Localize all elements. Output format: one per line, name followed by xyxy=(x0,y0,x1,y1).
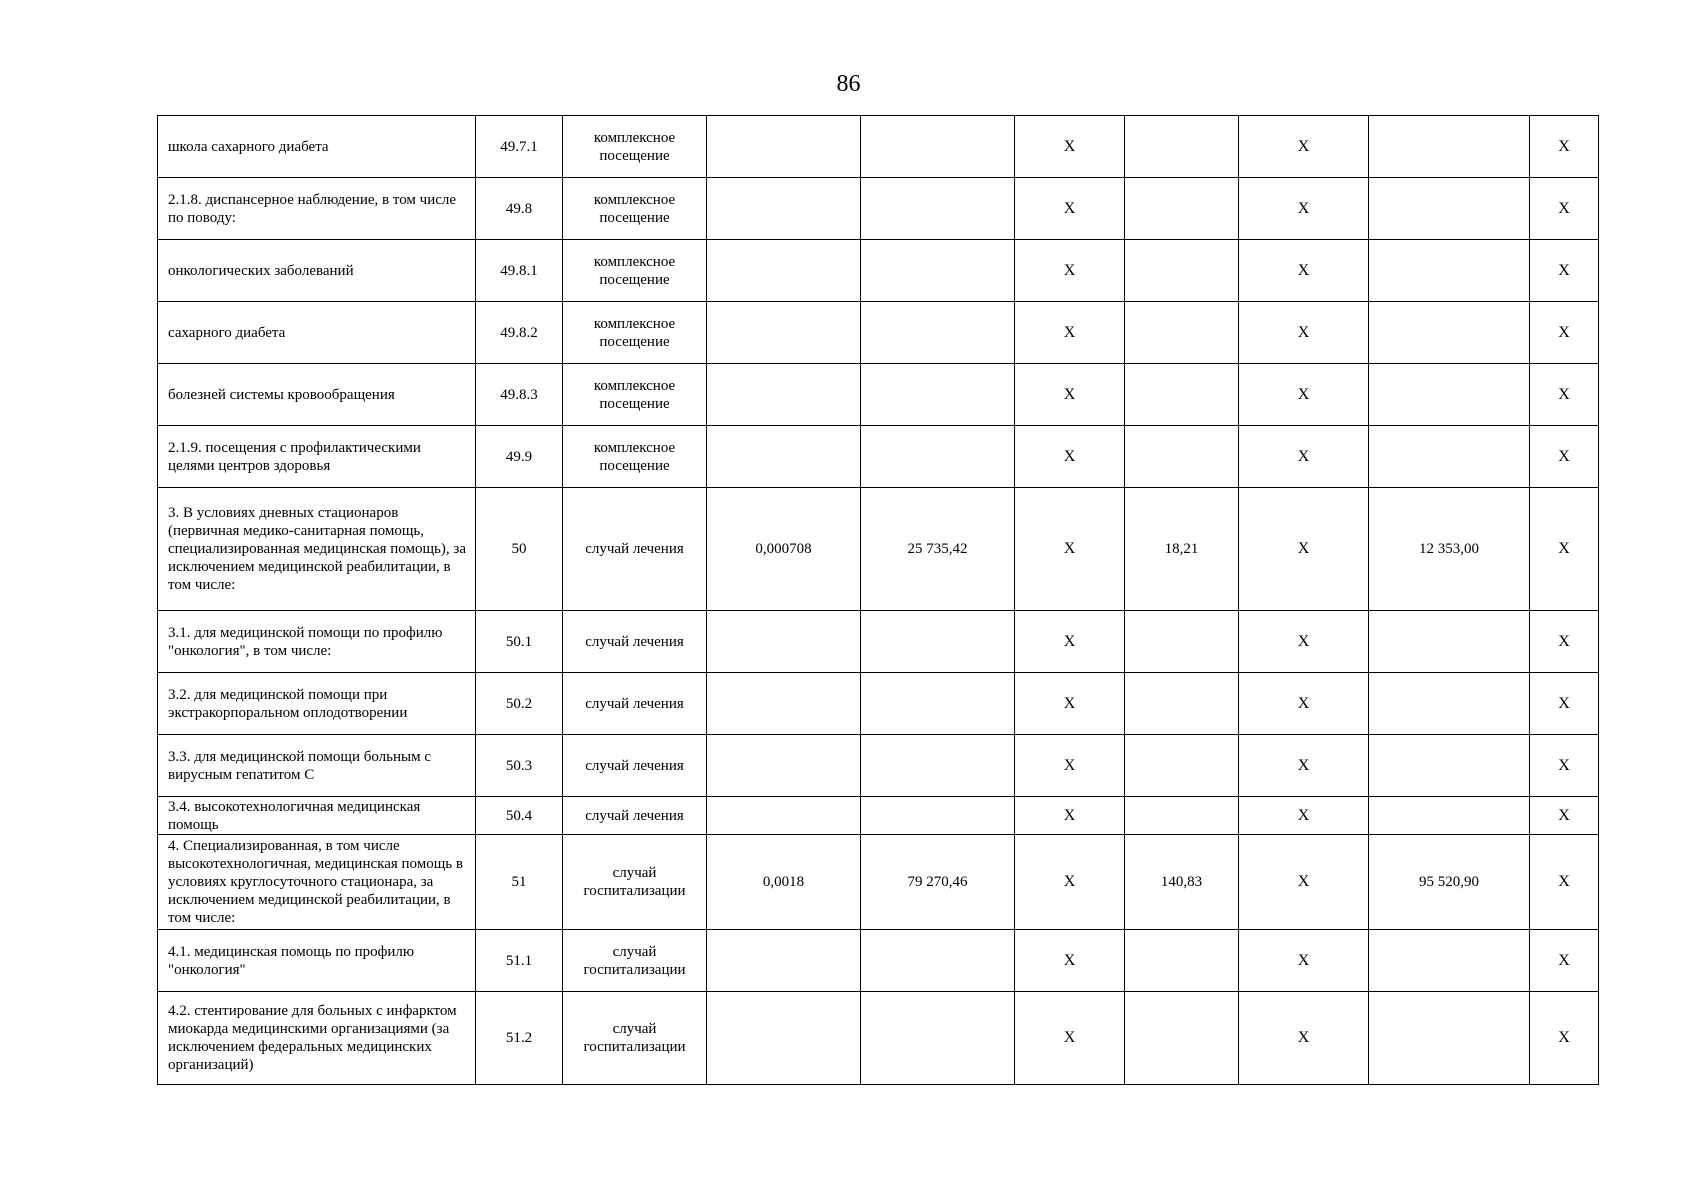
volume-norm-cell: 0,0018 xyxy=(707,835,861,930)
row-name-cell: сахарного диабета xyxy=(158,302,476,364)
row-name-cell: 4.2. стентирование для больных с инфарктом миокарда медицинскими организациями (за исключением федеральных медицинских организаций) xyxy=(158,992,476,1085)
row-unit-cell: комплексное посещение xyxy=(563,302,707,364)
table-row xyxy=(158,116,1599,178)
row-name-cell: 3. В условиях дневных стационаров (первичная медико-санитарная помощь, специализированная медицинская помощь), за исключением медицинской реабилитации, в том числе: xyxy=(158,488,476,611)
x-cell: Х xyxy=(1015,240,1125,302)
x-cell: Х xyxy=(1530,735,1599,797)
x-cell: Х xyxy=(1530,116,1599,178)
table-row xyxy=(158,488,1599,611)
table-row xyxy=(158,930,1599,992)
per-capita-cell: 18,21 xyxy=(1125,488,1239,611)
x-cell: Х xyxy=(1239,992,1369,1085)
unit-cost-cell xyxy=(861,673,1015,735)
x-cell: Х xyxy=(1239,611,1369,673)
x-cell: Х xyxy=(1239,364,1369,426)
row-unit-cell: случай лечения xyxy=(563,797,707,835)
row-code-cell: 50.1 xyxy=(476,611,563,673)
total-cost-cell: 95 520,90 xyxy=(1369,835,1530,930)
volume-norm-cell xyxy=(707,116,861,178)
row-code-cell: 50.2 xyxy=(476,673,563,735)
row-code-cell: 49.8.1 xyxy=(476,240,563,302)
x-cell: Х xyxy=(1530,797,1599,835)
table-row xyxy=(158,364,1599,426)
total-cost-cell xyxy=(1369,611,1530,673)
unit-cost-cell xyxy=(861,240,1015,302)
row-code-cell: 49.8 xyxy=(476,178,563,240)
unit-cost-cell xyxy=(861,735,1015,797)
x-cell: Х xyxy=(1015,673,1125,735)
total-cost-cell: 12 353,00 xyxy=(1369,488,1530,611)
unit-cost-cell xyxy=(861,364,1015,426)
per-capita-cell xyxy=(1125,611,1239,673)
unit-cost-cell: 79 270,46 xyxy=(861,835,1015,930)
total-cost-cell xyxy=(1369,426,1530,488)
row-code-cell: 51.1 xyxy=(476,930,563,992)
row-code-cell: 49.8.3 xyxy=(476,364,563,426)
x-cell: Х xyxy=(1530,611,1599,673)
x-cell: Х xyxy=(1015,797,1125,835)
row-name-cell: школа сахарного диабета xyxy=(158,116,476,178)
table-row xyxy=(158,240,1599,302)
row-code-cell: 49.8.2 xyxy=(476,302,563,364)
per-capita-cell xyxy=(1125,302,1239,364)
row-name-cell: 2.1.8. диспансерное наблюдение, в том числе по поводу: xyxy=(158,178,476,240)
unit-cost-cell xyxy=(861,797,1015,835)
x-cell: Х xyxy=(1530,930,1599,992)
row-unit-cell: случай лечения xyxy=(563,673,707,735)
table-row xyxy=(158,992,1599,1085)
table-row xyxy=(158,426,1599,488)
x-cell: Х xyxy=(1015,116,1125,178)
row-unit-cell: комплексное посещение xyxy=(563,116,707,178)
volume-norm-cell xyxy=(707,673,861,735)
cost-table xyxy=(157,115,1599,1085)
total-cost-cell xyxy=(1369,930,1530,992)
row-code-cell: 49.7.1 xyxy=(476,116,563,178)
per-capita-cell xyxy=(1125,364,1239,426)
unit-cost-cell xyxy=(861,611,1015,673)
total-cost-cell xyxy=(1369,673,1530,735)
x-cell: Х xyxy=(1015,488,1125,611)
total-cost-cell xyxy=(1369,178,1530,240)
row-unit-cell: случай госпитализации xyxy=(563,992,707,1085)
row-code-cell: 49.9 xyxy=(476,426,563,488)
row-name-cell: 3.4. высокотехнологичная медицинская помощь xyxy=(158,797,476,835)
x-cell: Х xyxy=(1015,735,1125,797)
row-name-cell: 4.1. медицинская помощь по профилю "онкология" xyxy=(158,930,476,992)
row-code-cell: 50 xyxy=(476,488,563,611)
x-cell: Х xyxy=(1015,426,1125,488)
per-capita-cell xyxy=(1125,992,1239,1085)
row-code-cell: 51.2 xyxy=(476,992,563,1085)
volume-norm-cell xyxy=(707,240,861,302)
row-code-cell: 51 xyxy=(476,835,563,930)
x-cell: Х xyxy=(1530,426,1599,488)
unit-cost-cell: 25 735,42 xyxy=(861,488,1015,611)
x-cell: Х xyxy=(1015,302,1125,364)
row-name-cell: 3.2. для медицинской помощи при экстракорпоральном оплодотворении xyxy=(158,673,476,735)
page-number: 86 xyxy=(836,71,861,97)
volume-norm-cell xyxy=(707,364,861,426)
x-cell: Х xyxy=(1239,240,1369,302)
per-capita-cell xyxy=(1125,797,1239,835)
x-cell: Х xyxy=(1239,302,1369,364)
row-unit-cell: комплексное посещение xyxy=(563,178,707,240)
row-unit-cell: случай госпитализации xyxy=(563,835,707,930)
x-cell: Х xyxy=(1015,992,1125,1085)
x-cell: Х xyxy=(1530,364,1599,426)
unit-cost-cell xyxy=(861,930,1015,992)
x-cell: Х xyxy=(1530,992,1599,1085)
volume-norm-cell xyxy=(707,178,861,240)
row-unit-cell: случай лечения xyxy=(563,611,707,673)
unit-cost-cell xyxy=(861,992,1015,1085)
per-capita-cell xyxy=(1125,426,1239,488)
unit-cost-cell xyxy=(861,426,1015,488)
x-cell: Х xyxy=(1239,488,1369,611)
total-cost-cell xyxy=(1369,116,1530,178)
per-capita-cell: 140,83 xyxy=(1125,835,1239,930)
volume-norm-cell xyxy=(707,735,861,797)
table-row xyxy=(158,735,1599,797)
total-cost-cell xyxy=(1369,735,1530,797)
x-cell: Х xyxy=(1530,178,1599,240)
unit-cost-cell xyxy=(861,178,1015,240)
row-code-cell: 50.3 xyxy=(476,735,563,797)
row-unit-cell: случай госпитализации xyxy=(563,930,707,992)
total-cost-cell xyxy=(1369,302,1530,364)
volume-norm-cell xyxy=(707,302,861,364)
per-capita-cell xyxy=(1125,735,1239,797)
total-cost-cell xyxy=(1369,992,1530,1085)
row-code-cell: 50.4 xyxy=(476,797,563,835)
volume-norm-cell xyxy=(707,611,861,673)
row-unit-cell: комплексное посещение xyxy=(563,240,707,302)
x-cell: Х xyxy=(1015,364,1125,426)
volume-norm-cell xyxy=(707,992,861,1085)
table-row xyxy=(158,835,1599,930)
per-capita-cell xyxy=(1125,930,1239,992)
table-row xyxy=(158,611,1599,673)
row-unit-cell: случай лечения xyxy=(563,735,707,797)
volume-norm-cell xyxy=(707,930,861,992)
table-row xyxy=(158,178,1599,240)
total-cost-cell xyxy=(1369,797,1530,835)
per-capita-cell xyxy=(1125,178,1239,240)
x-cell: Х xyxy=(1239,426,1369,488)
table-row xyxy=(158,673,1599,735)
per-capita-cell xyxy=(1125,116,1239,178)
unit-cost-cell xyxy=(861,116,1015,178)
x-cell: Х xyxy=(1015,835,1125,930)
row-name-cell: 2.1.9. посещения с профилактическими целями центров здоровья xyxy=(158,426,476,488)
volume-norm-cell: 0,000708 xyxy=(707,488,861,611)
row-name-cell: 3.1. для медицинской помощи по профилю "онкология", в том числе: xyxy=(158,611,476,673)
x-cell: Х xyxy=(1239,116,1369,178)
x-cell: Х xyxy=(1015,178,1125,240)
row-name-cell: онкологических заболеваний xyxy=(158,240,476,302)
row-name-cell: 3.3. для медицинской помощи больным с вирусным гепатитом С xyxy=(158,735,476,797)
x-cell: Х xyxy=(1239,835,1369,930)
x-cell: Х xyxy=(1239,178,1369,240)
total-cost-cell xyxy=(1369,240,1530,302)
x-cell: Х xyxy=(1530,488,1599,611)
x-cell: Х xyxy=(1239,797,1369,835)
volume-norm-cell xyxy=(707,426,861,488)
row-name-cell: болезней системы кровообращения xyxy=(158,364,476,426)
x-cell: Х xyxy=(1239,930,1369,992)
x-cell: Х xyxy=(1530,302,1599,364)
table-row xyxy=(158,302,1599,364)
total-cost-cell xyxy=(1369,364,1530,426)
row-unit-cell: комплексное посещение xyxy=(563,364,707,426)
table-row xyxy=(158,797,1599,835)
volume-norm-cell xyxy=(707,797,861,835)
per-capita-cell xyxy=(1125,673,1239,735)
x-cell: Х xyxy=(1239,735,1369,797)
x-cell: Х xyxy=(1015,930,1125,992)
unit-cost-cell xyxy=(861,302,1015,364)
x-cell: Х xyxy=(1530,240,1599,302)
per-capita-cell xyxy=(1125,240,1239,302)
x-cell: Х xyxy=(1239,673,1369,735)
row-unit-cell: случай лечения xyxy=(563,488,707,611)
x-cell: Х xyxy=(1015,611,1125,673)
row-unit-cell: комплексное посещение xyxy=(563,426,707,488)
row-name-cell: 4. Специализированная, в том числе высокотехнологичная, медицинская помощь в условиях круглосуточного стационара, за исключением медицинской реабилитации, в том числе: xyxy=(158,835,476,930)
x-cell: Х xyxy=(1530,673,1599,735)
x-cell: Х xyxy=(1530,835,1599,930)
